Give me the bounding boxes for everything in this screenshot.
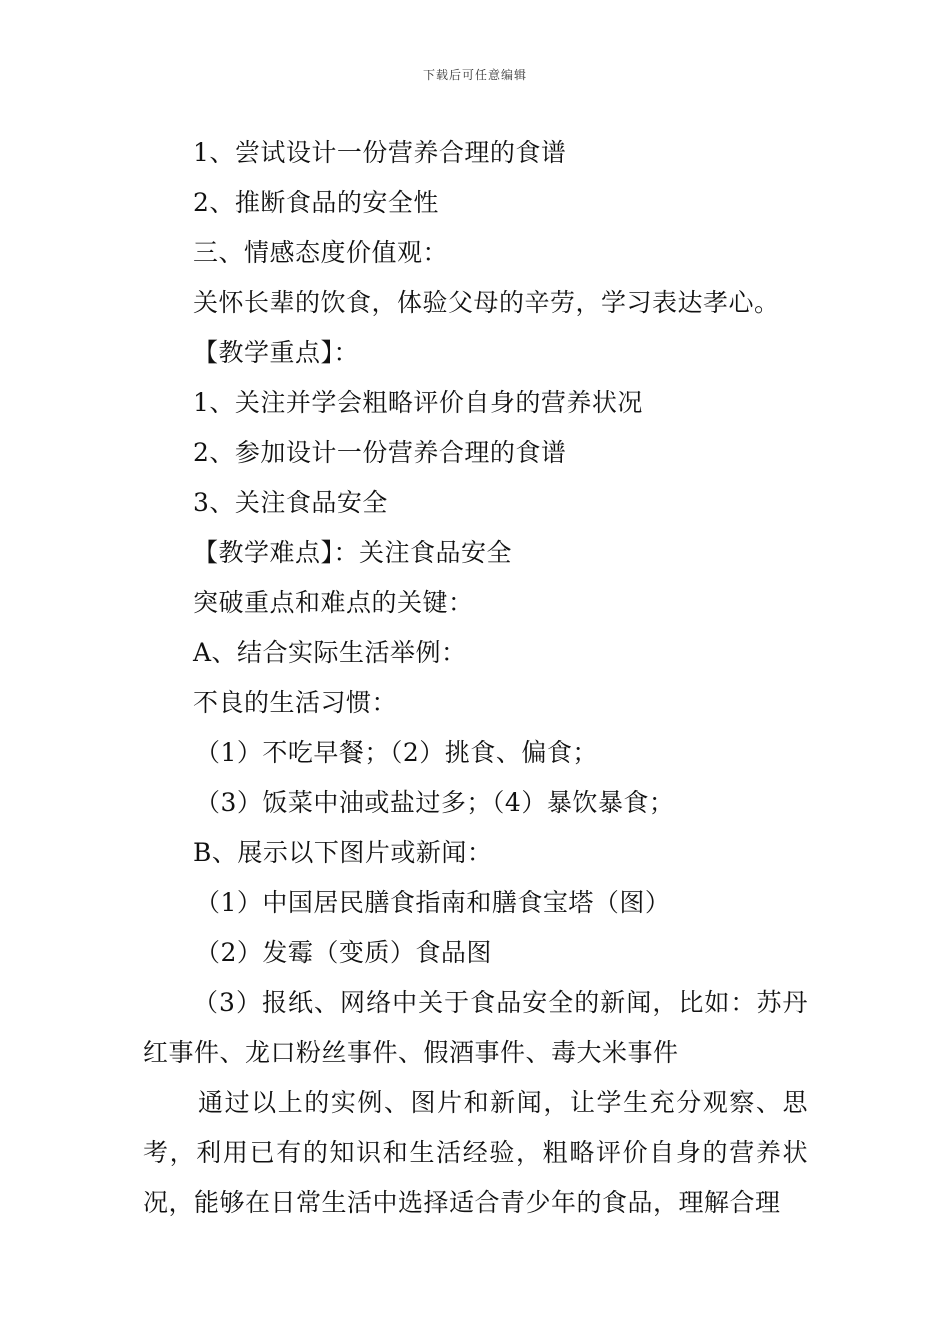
difficulty-heading: 【教学难点】：关注食品安全 — [193, 538, 513, 567]
page-header-note: 下载后可任意编辑 — [422, 68, 527, 82]
summary-paragraph: 通过以上的实例、图片和新闻，让学生充分观察、思考，利用已有的知识和生活经验，粗略评价自身的营养状况，能够在日常生活中选择适合青少年的食品，理解合理 — [143, 1088, 808, 1217]
bad-habits-label: 不良的生活习惯： — [193, 688, 398, 717]
section-heading-values: 三、情感态度价值观： — [193, 238, 449, 267]
values-text: 关怀长辈的饮食，体验父母的辛劳，学习表达孝心。 — [193, 288, 780, 317]
media-item-2: （2）发霉（变质）食品图 — [195, 938, 492, 967]
objective-line-1: 1、尝试设计一份营养合理的食谱 — [193, 138, 567, 167]
key-point-2: 2、参加设计一份营养合理的食谱 — [193, 438, 567, 467]
bad-habits-line-2: （3）饭菜中油或盐过多；（4）暴饮暴食； — [195, 788, 675, 817]
key-point-3: 3、关注食品安全 — [193, 488, 388, 517]
objective-line-2: 2、推断食品的安全性 — [193, 188, 439, 217]
key-point-1: 1、关注并学会粗略评价自身的营养状况 — [193, 388, 643, 417]
example-heading-a: A、结合实际生活举例： — [193, 638, 467, 667]
key-points-heading: 【教学重点】： — [193, 338, 360, 367]
bad-habits-line-1: （1）不吃早餐；（2）挑食、偏食； — [195, 738, 598, 767]
media-item-1: （1）中国居民膳食指南和膳食宝塔（图） — [195, 888, 671, 917]
document-body — [143, 128, 808, 1228]
news-paragraph: （3）报纸、网络中关于食品安全的新闻，比如：苏丹红事件、龙口粉丝事件、假酒事件、毒大米事件 — [143, 988, 808, 1067]
example-heading-b: B、展示以下图片或新闻： — [193, 838, 493, 867]
breakthrough-heading: 突破重点和难点的关键： — [193, 588, 474, 617]
